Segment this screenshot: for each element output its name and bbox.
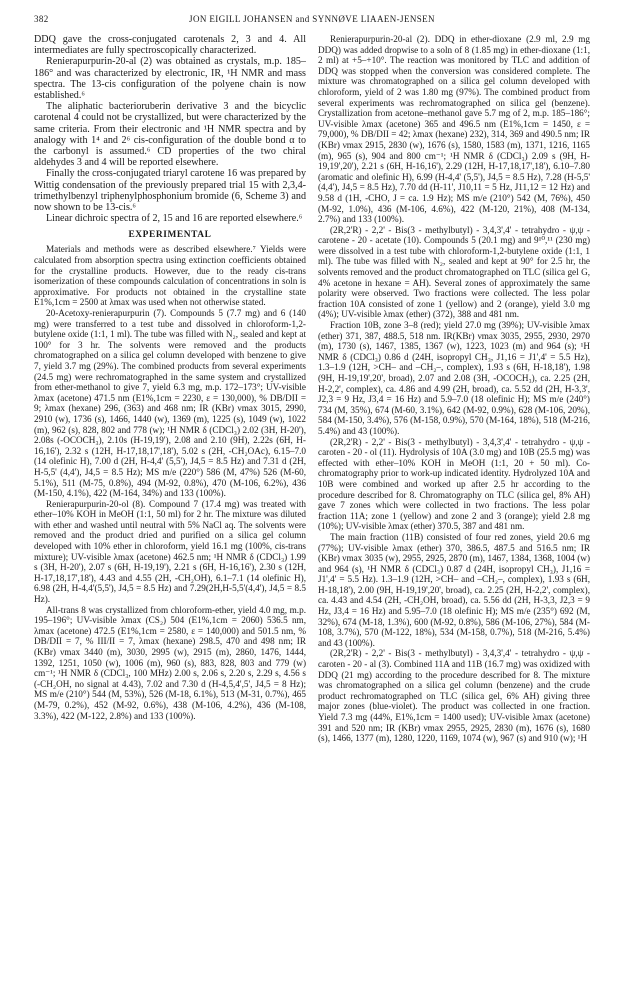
experimental-paragraph: 20-Acetoxy-renierapurpurin (7). Compounds 5 (7.7 mg) and 6 (140 mg) were transferred to a test tube and dissolved in chloroform-1,2-butylene oxide (1:1, 1 ml). The tube was filled with N₂, sealed and kept at 100° for 3 hr. The solvents were removed and the products chromatographed on a silica gel column developed with benzene to give 7, yield 3.7 mg (29%). The combined products from several experiments (24.5 mg) were rechromatographed in the same system and crystallized from ether-methanol to give 7, yield 6.3 mg, m.p. 172–173°; UV-visible λmax (acetone) 471.5 nm (E1%,1cm = 2230, ε = 130,000), % DB/DII = 9; λmax (hexane) 296, (363) and 468 nm; IR (KBr) νmax 3015, 2990, 2910 (w), 1736 (s), 1466, 1440 (w), 1369 (m), 1225 (s), 1049 (w), 1022 (m), 962 (s), 828, 802 and 778 (w); ¹H NMR δ (CDCl₃) 2.02 (3H, H-20'), 2.08s (-OCOCH₃), 2.10s (H-19,19'), 2.08 and 2.10 (9H), 2.22s (6H, H-16,16'), 2.32 s (12H, H-17,18,17',18'), 5.02 s (2H, -CH₂OAc), 6.15–7.0 (14 olefinic H), 7.00 d (2H, H-4,4' (5,5'), J4,5 = 8.5 Hz) and 7.31 d (2H, H-5,5' (4,4'), J4,5 = 8.5 Hz); MS m/e (220°) 586 (M, 47%) 526 (M-60, 5.1%), 511 (M-75, 0.8%), 494 (M-92, 0.8%), 470 (M-106, 6.2%), 436 (M-150, 4.1%), 422 (M-164, 34%) and 133 (100%). — [34, 308, 306, 499]
experimental-paragraph: Materials and methods were as described elsewhere.⁷ Yields were calculated from absorption spectra using extinction coefficients obtained for the crystalline products. However, due to the ready cis-trans isomerization of these compounds calculation of concentrations in soln is approximative. For products not obtained in the crystalline state E1%,1cm = 2500 at λmax was used when not otherwise stated. — [34, 244, 306, 308]
body-paragraph: Renierapurpurin-20-al (2) was obtained as crystals, m.p. 185–186° and was characterized by electronic, IR, ¹H NMR and mass spectra. The 13-cis configuration of the polyene chain is now established.⁶ — [34, 56, 306, 102]
experimental-paragraph: Renierapurpurin-20-al (2). DDQ in ether-dioxane (2.9 ml, 2.9 mg DDQ) was added dropwise to a soln of 8 (1.85 mg) in ether-dioxane (1:1, 2 ml) at +5–+10°. The reaction was monitored by TLC and addition of DDQ was stopped when the conversion was considered complete. The mixture was chromatographed on a silica gel column developed with chloroform, yield of 2 was 1.80 mg (97%). The combined product from several experiments was rechromatographed on silica gel (benzene). Crystallization from acetone–methanol gave 5.7 mg of 2, m.p. 185–186°; UV-visible λmax (acetone) 365 and 496.5 nm (E1%,1cm = 1450, ε = 79,000), % DB/DII = 42; λmax (hexane) 232), 314, 369 and 490.5 nm; IR (KBr) νmax 2915, 2830 (w), 1676 (s), 1580, 1583 (m), 1371, 1216, 1165 (m), 965 (s), 904 and 800 cm⁻¹; ¹H NMR δ (CDCl₃) 2.09 s (9H, H-19,19',20'), 2.21 s (6H, H-16,16'), 2.29 (12H, H-17,18,17',18'), 6.10–7.80 (aromatic and olefinic H), 6.99 (H-4,4' (5,5'), J4,5 = 8.5 Hz), 7.28 (H-5,5' (4,4'), J4,5 = 8.5 Hz), 7.70 dd (H-11', J10,11 = 5 Hz, J11,12 = 12 Hz) and 9.58 d (1H, -CHO, J = ca. 1.9 Hz); MS m/e (210°) 542 (M, 76%), 450 (M-92, 1.0%), 436 (M-106, 4.6%), 422 (M-120, 21%), 408 (M-134, 2.7%) and 133 (100%). — [318, 34, 590, 225]
right-column — [318, 34, 590, 1000]
left-column — [34, 34, 306, 1000]
experimental-paragraph: Renierapurpurin-20-ol (8). Compound 7 (17.4 mg) was treated with ether–10% KOH in MeOH (1:1, 50 ml) for 2 hr. The mixture was diluted with ether and washed until neutral with 5% NaCl aq. The solvents were removed and the product dried and purified on a silica gel column developed with 10% ether in chloroform, yield 16.1 mg (100%, cis-trans mixture); UV-visible λmax (acetone) 462.5 nm; ¹H NMR δ (CDCl₃) 1.99 s (3H, H-20'), 2.07 s (6H, H-19,19'), 2.21 s (6H, H-16,16'), 2.30 s (12H, H-17,18,17',18'), 4.43 and 4.55 (2H, -CH₂OH), 6.1–7.1 (14 olefinic H), 6.98 (2H, H-4,4'(5,5'), J4,5 = 8.5 Hz) and 7.29(2H,H-5,5'(4,4'), J4,5 = 8.5 Hz). — [34, 498, 306, 605]
experimental-paragraph: All-trans 8 was crystallized from chloroform-ether, yield 4.0 mg, m.p. 195–196°; UV-visible λmax (CS₂) 504 (E1%,1cm = 2060) 536.5 nm, λmax (acetone) 472.5 (E1%,1cm = 2580, ε = 140,000) and 501.5 nm, % DB/DII = 7, % III/II = 7, λmax (hexane) 298.5, 470 and 498 nm; IR (KBr) νmax 3440 (m), 3030, 2995 (w), 2915 (m), 2860, 1476, 1444, 1392, 1251, 1050 (w), 1006 (m), 960 (s), 883, 828, 803 and 779 (w) cm⁻¹; ¹H NMR δ (CDCl₃, 100 MHz) 2.00 s, 2.06 s, 2.20 s, 2.29 s, 4.56 s (-CH₂OH, no signal at 4.43), 7.02 and 7.30 d (H-4,5,4',5', J4,5 = 8 Hz); MS m/e (210°) 544 (M, 53%), 526 (M-18, 6.1%), 513 (M-31, 0.7%), 465 (M-79, 0.2%), 452 (M-92, 0.6%), 438 (M-106, 4.2%), 436 (M-108, 3.3%), 422 (M-122, 2.8%) and 133 (100%). — [34, 604, 306, 721]
section-heading-experimental: EXPERIMENTAL — [128, 230, 212, 241]
body-paragraph: Finally the cross-conjugated triaryl carotene 16 was prepared by Wittig condensation of the previously prepared trial 15 with 2,3,4-trimethylbenzyl triphenylphosphonium bromide (6, Scheme 3) and now shown to be 13-cis.⁶ — [34, 168, 306, 214]
body-paragraph: Linear dichroic spectra of 2, 15 and 16 are reported elsewhere.⁶ — [46, 213, 303, 225]
experimental-paragraph: (2R,2'R) - 2,2' - Bis(3 - methylbutyl) - 3,4,3',4' - tetrahydro - ψ,ψ - caroten - 20 - al (3). Combined 11A and 11B (16.7 mg) was oxidized with DDQ (21 mg) according to the procedure described for 8. The mixture was chromatographed on a silica gel column (benzene) and the crude product rechromatographed on TLC (silica gel, 6% AH) giving three major zones (blue-violet). The product was collected in one fraction. Yield 7.3 mg (44%, E1%,1cm = 1400 used); UV-visible λmax (acetone) 391 and 520 nm; IR (KBr) νmax 2955, 2925, 2830 (m), 1676 (s), 1680 (s), 1466, 1377 (m), 1280, 1220, 1169, 1074 (w), 967 (s) and 910 (w); ¹H — [318, 648, 590, 744]
running-header — [34, 14, 590, 28]
body-paragraph: The aliphatic bacterioruberin derivative 3 and the bicyclic carotenal 4 could not be crystallized, but were characterized by the same criteria. From their electronic and ¹H NMR spectra and by analogy with 1⁴ and 2⁶ cis-configuration of the double bond α to the carbonyl is assumed.⁶ CD properties of the two chiral aldehydes 3 and 4 will be reported elsewhere. — [34, 101, 306, 169]
running-head-authors: JON EIGILL JOHANSEN and SYNNØVE LIAAEN-JENSEN — [189, 14, 435, 24]
page-number: 382 — [34, 14, 49, 24]
experimental-paragraph: Fraction 10B, zone 3–8 (red); yield 27.0 mg (39%); UV-visible λmax (ether) 371, 387, 488.5, 518 nm. IR(KBr) νmax 3035, 2955, 2930, 2970 (m), 1730 (s), 1467, 1385, 1367 (w), 1223, 1023 (m) and 964 (s); ¹H NMR δ (CDCl₃) 0.86 d (24H, isopropyl CH₃, J1,16 = J1',4' = 5.5 Hz), 1.3–1.9 (12H, >CH– and –CH₂–, complex), 1.93 s (6H, H-18,18'), 1.98 (9H, H-19,19',20', broad), 2.07 and 2.08 (3H, -OCOCH₃), ca. 2.25 (2H, H-2,2', complex), ca. 4.86 and 4.99 (2H, broad), ca. 5.52 dd (2H, H-3,3', J2,3 = 9 Hz, J3,4 = 16 Hz) and 5.9–7.0 (18 olefinic H); MS m/e (240°) 734 (M, 35%), 674 (M-60, 3.1%), 642 (M-92, 0.9%), 628 (M-106, 20%), 584 (M-150, 3.4%), 576 (M-158, 0.9%), 570 (M-164, 18%), 518 (M-216, 5.4%) and 43 (100%). — [318, 320, 590, 436]
experimental-paragraph: The main fraction (11B) consisted of four red zones, yield 20.6 mg (77%); UV-visible λmax (ether) 370, 386.5, 487.5 and 516.5 nm; IR (KBr) νmax 3035 (w), 2955, 2925, 2870 (m), 1467, 1384, 1368, 1004 (w) and 964 (s), ¹H NMR δ (CDCl₃) 0.87 d (24H, isopropyl CH₃), J1,16 = J1',4' = 5.5 Hz). 1.3–1.9 (12H, >CH– and –CH₂–, complex), 1.93 s (6H, H-18,18'), 2.00 (9H, H-19,19',20', broad), ca. 2.25 (2H, H-2,2', complex), ca. 4.43 and 4.54 (2H, -CH₂OH, broad), ca. 5.56 dd (2H, H-3,3, J2,3 = 9 Hz, J3,4 = 16 Hz) and 5.95–7.0 (18 olefinic H); MS m/e (235°) 692 (M, 32%), 674 (M-18, 1.3%), 600 (M-92, 0.8%), 586 (M-106, 27%), 584 (M-108, 3.7%), 570 (M-122, 18%), 534 (M-158, 0.7%), 518 (M-216, 5.4%) and 43 (100%). — [318, 531, 590, 648]
experimental-paragraph: (2R,2'R) - 2,2' - Bis(3 - methylbutyl) - 3,4,3',4' - tetrahydro - ψ,ψ - caroten - 20 - ol (11). Hydrolysis of 10A (3.0 mg) and 10B (25.5 mg) was effected with ether–10% KOH in MeOH (1:1, 20 + 50 ml). Co-chromatography prior to work-up indicated identity. Hydrolyzed 10A and 10B were combined and worked up after 2.5 hr according to the procedure described for 8. Chromatography on TLC (silica gel, 8% AH) gave 7 zones which were collected in two fractions. The less polar fraction 11A; zone 1 (yellow) and zone 2 and 3 (orange); yield 2.8 mg (10%); UV-visible λmax (ether) 370.5, 387 and 481 nm. — [318, 436, 590, 532]
experimental-paragraph: (2R,2'R) - 2,2' - Bis(3 - methylbutyl) - 3,4,3',4' - tetrahydro - ψ,ψ - carotene - 20 - acetate (10). Compounds 5 (20.1 mg) and 9¹⁰,¹¹ (230 mg) were dissolved in a test tube with chloroform-1,2-butylene oxide (1:1, 1 ml). The tube was filled with N₂, sealed and kept at 90° for 2.5 hr, the solvents removed and the product chromatographed on TLC (silica gel G, 4% acetone in hexane = AH). Several zones of approximately the same polarity were observed. Two fractions were collected. The less polar fraction 10A consisted of zone 1 (yellow) and 2 (orange), yield 3.0 mg (4%); UV-visible λmax (ether) (372), 388 and 481 nm. — [318, 224, 590, 320]
body-paragraph: DDQ gave the cross-conjugated carotenals 2, 3 and 4. All intermediates are fully spectroscopically characterized. — [34, 34, 306, 57]
